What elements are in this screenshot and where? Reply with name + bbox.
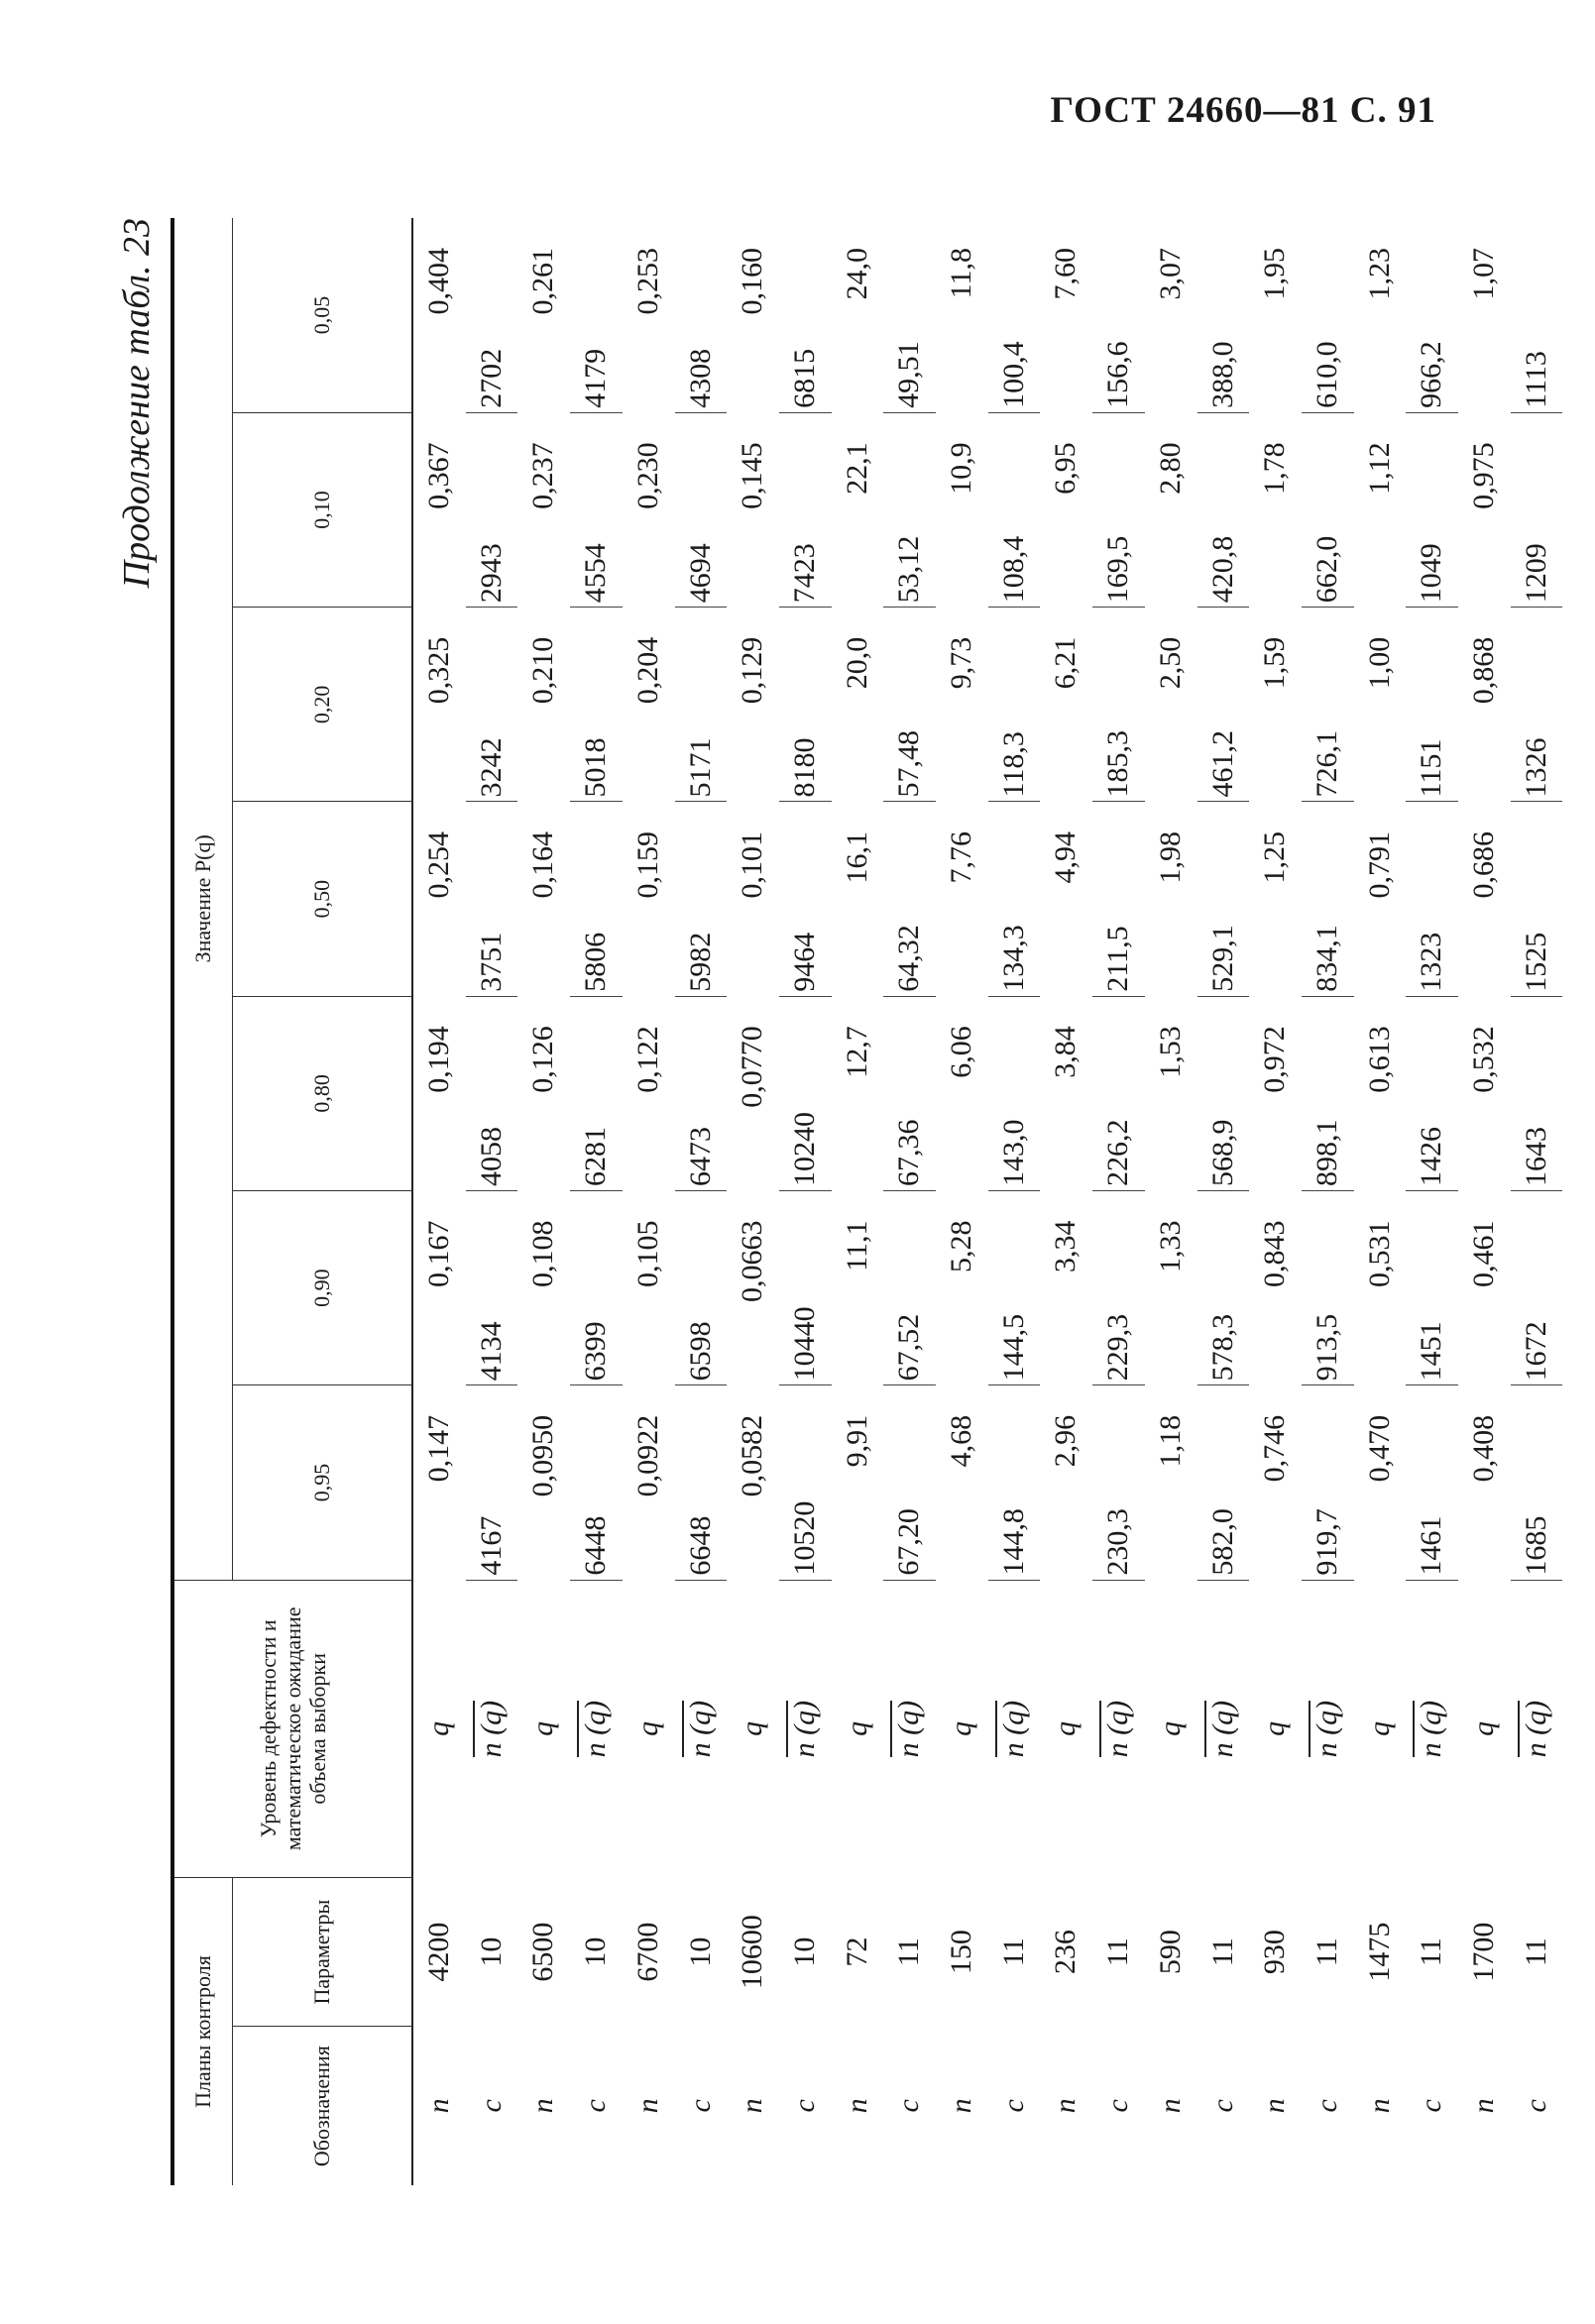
- cell-value: 610,0: [1302, 218, 1354, 412]
- cell-value: 3242: [466, 608, 518, 802]
- table-row: [1406, 218, 1458, 2185]
- cell-value: 8180: [779, 608, 832, 802]
- cell-value: 0,325: [422, 636, 455, 705]
- cell-value: 9,91: [840, 1414, 873, 1468]
- table-row: [727, 218, 779, 2185]
- cell-value: 0,0922: [630, 1414, 664, 1497]
- table-row: [570, 218, 623, 2185]
- cell-param: 6700: [630, 1922, 664, 1982]
- cell-symbol: c: [1519, 2099, 1552, 2113]
- cell-level: q: [945, 1720, 978, 1736]
- cell-value: 118,3: [988, 608, 1041, 802]
- cell-value: 144,5: [988, 1191, 1041, 1385]
- cell-value: 1326: [1511, 608, 1563, 802]
- cell-value: 16,1: [840, 830, 873, 884]
- cell-symbol: n: [945, 2098, 978, 2114]
- cell-value: 0,0950: [526, 1414, 560, 1497]
- cell-level: q: [840, 1720, 873, 1736]
- cell-symbol: n: [1049, 2098, 1082, 2114]
- table-row: [1511, 218, 1563, 2185]
- cell-value: 10440: [779, 1191, 832, 1385]
- cell-value: 7,60: [1049, 248, 1082, 300]
- table-row: [1302, 218, 1354, 2185]
- cell-value: 7,76: [945, 830, 978, 884]
- cell-value: 1,25: [1258, 830, 1292, 884]
- cell-value: 1,07: [1467, 248, 1501, 300]
- cell-value: 67,20: [883, 1385, 936, 1580]
- cell-value: 1,78: [1258, 442, 1292, 495]
- cell-value: 2702: [466, 218, 518, 412]
- cell-symbol: c: [1415, 2099, 1448, 2113]
- cell-symbol: c: [1310, 2099, 1343, 2113]
- cell-value: 6281: [570, 996, 623, 1190]
- cell-value: 0,461: [1467, 1220, 1501, 1288]
- cell-symbol: c: [1205, 2099, 1239, 2113]
- cell-value: 919,7: [1302, 1385, 1354, 1580]
- cell-value: 0,404: [422, 248, 455, 315]
- cell-value: 230,3: [1092, 1385, 1145, 1580]
- cell-symbol: n: [1362, 2098, 1396, 2114]
- header-params: Параметры: [233, 1878, 413, 2027]
- cell-param: 11: [1205, 1937, 1239, 1967]
- table-row: [517, 218, 570, 2185]
- cell-value: 144,8: [988, 1385, 1041, 1580]
- cell-param: 72: [840, 1937, 873, 1967]
- cell-value: 9,73: [945, 636, 978, 690]
- table-row: [1458, 218, 1511, 2185]
- cell-level: [1406, 1580, 1458, 1877]
- cell-param: 930: [1258, 1930, 1292, 1975]
- cell-value: 4,68: [945, 1414, 978, 1468]
- cell-value: 1672: [1511, 1191, 1563, 1385]
- cell-symbol: c: [579, 2099, 613, 2113]
- level-label: n (q): [474, 1700, 508, 1758]
- header-p-level: 0,10: [233, 412, 413, 607]
- cell-value: 0,868: [1467, 636, 1501, 705]
- cell-level: [466, 1580, 518, 1877]
- cell-value: 24,0: [840, 248, 873, 300]
- cell-value: 1643: [1511, 996, 1563, 1190]
- cell-symbol: c: [787, 2099, 821, 2113]
- cell-value: 57,48: [883, 608, 936, 802]
- cell-value: 0,261: [526, 248, 560, 315]
- cell-symbol: c: [892, 2099, 926, 2113]
- cell-symbol: n: [630, 2098, 664, 2114]
- header-defect-level: Уровень дефектности и математическое ожидание объема выборки: [172, 1580, 412, 1877]
- cell-level: q: [1258, 1720, 1292, 1736]
- cell-level: [570, 1580, 623, 1877]
- cell-value: 0,204: [630, 636, 664, 705]
- cell-value: 0,230: [630, 442, 664, 509]
- cell-value: 211,5: [1092, 802, 1145, 996]
- header-p-level: 0,90: [233, 1191, 413, 1385]
- cell-level: q: [1049, 1720, 1082, 1736]
- cell-value: 229,3: [1092, 1191, 1145, 1385]
- cell-value: 0,147: [422, 1414, 455, 1483]
- cell-value: 0,972: [1258, 1026, 1292, 1093]
- cell-value: 6448: [570, 1385, 623, 1580]
- cell-value: 568,9: [1197, 996, 1250, 1190]
- cell-symbol: n: [1153, 2098, 1187, 2114]
- cell-level: q: [526, 1720, 560, 1736]
- cell-value: 3,84: [1049, 1026, 1082, 1078]
- cell-level: [779, 1580, 832, 1877]
- cell-value: 5,28: [945, 1220, 978, 1273]
- cell-level: [675, 1580, 728, 1877]
- cell-value: 0,470: [1362, 1414, 1396, 1483]
- rotated-table-block: [116, 218, 1552, 2185]
- cell-value: 0,791: [1362, 830, 1396, 899]
- cell-value: 2,80: [1153, 442, 1187, 495]
- cell-value: 0,254: [422, 830, 455, 899]
- cell-symbol: n: [1258, 2098, 1292, 2114]
- level-label: n (q): [892, 1700, 926, 1758]
- cell-value: 108,4: [988, 412, 1041, 607]
- cell-value: 0,105: [630, 1220, 664, 1288]
- cell-value: 0,194: [422, 1026, 455, 1093]
- cell-level: q: [422, 1720, 455, 1736]
- cell-param: 11: [1101, 1937, 1135, 1967]
- cell-param: 10: [474, 1937, 508, 1967]
- level-label: n (q): [1415, 1700, 1448, 1758]
- cell-param: 4200: [422, 1922, 455, 1982]
- cell-value: 4308: [675, 218, 728, 412]
- cell-value: 726,1: [1302, 608, 1354, 802]
- cell-symbol: n: [422, 2098, 455, 2114]
- level-label: n (q): [683, 1700, 717, 1758]
- cell-level: q: [1153, 1720, 1187, 1736]
- cell-symbol: c: [996, 2099, 1030, 2113]
- cell-value: 22,1: [840, 442, 873, 495]
- cell-value: 134,3: [988, 802, 1041, 996]
- cell-value: 67,36: [883, 996, 936, 1190]
- table-row: [1197, 218, 1250, 2185]
- level-label: n (q): [1519, 1700, 1552, 1758]
- header-group-plans: Планы контроля: [172, 1878, 233, 2185]
- table-body: [412, 218, 1562, 2185]
- cell-value: 3,07: [1153, 248, 1187, 300]
- cell-param: 590: [1153, 1930, 1187, 1975]
- cell-value: 0,122: [630, 1026, 664, 1093]
- cell-value: 12,7: [840, 1026, 873, 1078]
- cell-param: 10: [579, 1937, 613, 1967]
- cell-value: 64,32: [883, 802, 936, 996]
- cell-value: 67,52: [883, 1191, 936, 1385]
- cell-level: q: [1362, 1720, 1396, 1736]
- table-row: [1040, 218, 1092, 2185]
- cell-value: 4694: [675, 412, 728, 607]
- cell-value: 226,2: [1092, 996, 1145, 1190]
- cell-value: 2943: [466, 412, 518, 607]
- cell-value: 966,2: [1406, 218, 1458, 412]
- cell-symbol: c: [474, 2099, 508, 2113]
- cell-value: 0,167: [422, 1220, 455, 1288]
- cell-value: 11,1: [840, 1220, 873, 1272]
- cell-value: 461,2: [1197, 608, 1250, 802]
- level-label: n (q): [996, 1700, 1030, 1758]
- cell-value: 1,53: [1153, 1026, 1187, 1078]
- cell-value: 0,408: [1467, 1414, 1501, 1483]
- cell-value: 1451: [1406, 1191, 1458, 1385]
- cell-value: 582,0: [1197, 1385, 1250, 1580]
- cell-value: 662,0: [1302, 412, 1354, 607]
- cell-value: 0,145: [736, 442, 769, 509]
- cell-value: 1,12: [1362, 442, 1396, 495]
- cell-value: 0,159: [630, 830, 664, 899]
- cell-value: 0,746: [1258, 1414, 1292, 1483]
- table-caption: Продолжение табл. 23: [116, 218, 158, 589]
- cell-param: 11: [1519, 1937, 1552, 1967]
- cell-param: 6500: [526, 1922, 560, 1982]
- cell-value: 143,0: [988, 996, 1041, 1190]
- cell-value: 5171: [675, 608, 728, 802]
- cell-level: [988, 1580, 1041, 1877]
- cell-value: 6,21: [1049, 636, 1082, 690]
- cell-symbol: c: [1101, 2099, 1135, 2113]
- header-p-level: 0,95: [233, 1385, 413, 1580]
- cell-value: 0,686: [1467, 830, 1501, 899]
- table-row: [832, 218, 884, 2185]
- cell-value: 388,0: [1197, 218, 1250, 412]
- cell-value: 1,23: [1362, 248, 1396, 300]
- cell-value: 4179: [570, 218, 623, 412]
- cell-level: [1197, 1580, 1250, 1877]
- cell-value: 1151: [1406, 608, 1458, 802]
- cell-param: 11: [996, 1937, 1030, 1967]
- table-row: [779, 218, 832, 2185]
- cell-value: 913,5: [1302, 1191, 1354, 1385]
- cell-param: 236: [1049, 1930, 1082, 1975]
- cell-value: 1685: [1511, 1385, 1563, 1580]
- cell-value: 20,0: [840, 636, 873, 690]
- cell-level: q: [630, 1720, 664, 1736]
- cell-value: 1,98: [1153, 830, 1187, 884]
- cell-level: q: [736, 1720, 769, 1736]
- cell-param: 11: [1310, 1937, 1343, 1967]
- cell-value: 7423: [779, 412, 832, 607]
- table-row: [936, 218, 988, 2185]
- cell-value: 0,108: [526, 1220, 560, 1288]
- cell-value: 53,12: [883, 412, 936, 607]
- cell-value: 1049: [1406, 412, 1458, 607]
- cell-value: 0,164: [526, 830, 560, 899]
- level-label: n (q): [1101, 1700, 1135, 1758]
- cell-value: 10,9: [945, 442, 978, 495]
- cell-level: [1302, 1580, 1354, 1877]
- cell-value: 0,237: [526, 442, 560, 509]
- cell-value: 4,94: [1049, 830, 1082, 884]
- cell-value: 898,1: [1302, 996, 1354, 1190]
- cell-value: 6473: [675, 996, 728, 1190]
- cell-param: 1475: [1362, 1922, 1396, 1982]
- cell-param: 10: [787, 1937, 821, 1967]
- cell-symbol: c: [683, 2099, 717, 2113]
- cell-value: 0,101: [736, 830, 769, 899]
- cell-value: 1426: [1406, 996, 1458, 1190]
- page-header: ГОСТ 24660—81 С. 91: [1050, 90, 1436, 131]
- cell-value: 1113: [1511, 218, 1563, 412]
- cell-value: 1,95: [1258, 248, 1292, 300]
- cell-value: 156,6: [1092, 218, 1145, 412]
- cell-param: 150: [945, 1930, 978, 1975]
- cell-value: 9464: [779, 802, 832, 996]
- cell-value: 578,3: [1197, 1191, 1250, 1385]
- table-row: [412, 218, 466, 2185]
- cell-symbol: n: [736, 2098, 769, 2114]
- header-p-level: 0,80: [233, 996, 413, 1190]
- cell-value: 10520: [779, 1385, 832, 1580]
- table-row: [675, 218, 728, 2185]
- table-row: [988, 218, 1041, 2185]
- cell-value: 5806: [570, 802, 623, 996]
- cell-value: 0,843: [1258, 1220, 1292, 1288]
- cell-value: 0,613: [1362, 1026, 1396, 1093]
- level-label: n (q): [787, 1700, 821, 1758]
- cell-value: 6,06: [945, 1026, 978, 1078]
- table-row: [1092, 218, 1145, 2185]
- table-row: [466, 218, 518, 2185]
- cell-param: 10: [683, 1937, 717, 1967]
- header-p-level: 0,05: [233, 218, 413, 412]
- cell-value: 0,0582: [736, 1414, 769, 1497]
- cell-symbol: n: [1467, 2098, 1501, 2114]
- header-p-level: 0,50: [233, 802, 413, 996]
- cell-value: 0,532: [1467, 1026, 1501, 1093]
- cell-value: 6648: [675, 1385, 728, 1580]
- cell-value: 3,34: [1049, 1220, 1082, 1273]
- cell-value: 1,59: [1258, 636, 1292, 690]
- cell-value: 169,5: [1092, 412, 1145, 607]
- cell-value: 0,531: [1362, 1220, 1396, 1288]
- cell-value: 49,51: [883, 218, 936, 412]
- cell-value: 185,3: [1092, 608, 1145, 802]
- cell-value: 0,253: [630, 248, 664, 315]
- cell-value: 100,4: [988, 218, 1041, 412]
- cell-param: 10600: [736, 1915, 769, 1990]
- cell-value: 4058: [466, 996, 518, 1190]
- cell-level: [883, 1580, 936, 1877]
- header-symbol: Обозначения: [233, 2027, 413, 2185]
- cell-level: [1511, 1580, 1563, 1877]
- cell-value: 2,96: [1049, 1414, 1082, 1468]
- header-group-values: Значение P(q): [172, 218, 233, 1580]
- sampling-plans-table: [171, 218, 1562, 2185]
- level-label: n (q): [1205, 1700, 1239, 1758]
- cell-value: 834,1: [1302, 802, 1354, 996]
- table-row: [883, 218, 936, 2185]
- table-row: [623, 218, 675, 2185]
- cell-value: 0,975: [1467, 442, 1501, 509]
- cell-value: 0,126: [526, 1026, 560, 1093]
- cell-value: 420,8: [1197, 412, 1250, 607]
- level-label: n (q): [579, 1700, 613, 1758]
- cell-value: 4554: [570, 412, 623, 607]
- cell-value: 529,1: [1197, 802, 1250, 996]
- cell-param: 11: [1415, 1937, 1448, 1967]
- cell-value: 6,95: [1049, 442, 1082, 495]
- cell-value: 4167: [466, 1385, 518, 1580]
- cell-value: 3751: [466, 802, 518, 996]
- cell-value: 0,160: [736, 248, 769, 315]
- cell-value: 4134: [466, 1191, 518, 1385]
- cell-value: 1209: [1511, 412, 1563, 607]
- cell-level: [1092, 1580, 1145, 1877]
- cell-symbol: n: [840, 2098, 873, 2114]
- cell-value: 1,18: [1153, 1414, 1187, 1468]
- cell-value: 0,210: [526, 636, 560, 705]
- cell-value: 2,50: [1153, 636, 1187, 690]
- cell-level: q: [1467, 1720, 1501, 1736]
- level-label: n (q): [1310, 1700, 1343, 1758]
- cell-value: 1,00: [1362, 636, 1396, 690]
- table-row: [1354, 218, 1407, 2185]
- cell-symbol: n: [526, 2098, 560, 2114]
- cell-value: 1323: [1406, 802, 1458, 996]
- cell-value: 10240: [779, 996, 832, 1190]
- cell-value: 1,33: [1153, 1220, 1187, 1273]
- cell-value: 6598: [675, 1191, 728, 1385]
- cell-value: 1525: [1511, 802, 1563, 996]
- cell-param: 1700: [1467, 1922, 1501, 1982]
- cell-value: 5982: [675, 802, 728, 996]
- cell-value: 0,0770: [736, 1026, 769, 1108]
- cell-value: 5018: [570, 608, 623, 802]
- table-row: [1145, 218, 1197, 2185]
- cell-value: 0,367: [422, 442, 455, 509]
- table-row: [1249, 218, 1302, 2185]
- header-p-level: 0,20: [233, 608, 413, 802]
- cell-value: 0,129: [736, 636, 769, 705]
- cell-value: 6399: [570, 1191, 623, 1385]
- cell-param: 11: [892, 1937, 926, 1967]
- cell-value: 6815: [779, 218, 832, 412]
- cell-value: 11,8: [945, 248, 978, 299]
- cell-value: 1461: [1406, 1385, 1458, 1580]
- cell-value: 0,0663: [736, 1220, 769, 1303]
